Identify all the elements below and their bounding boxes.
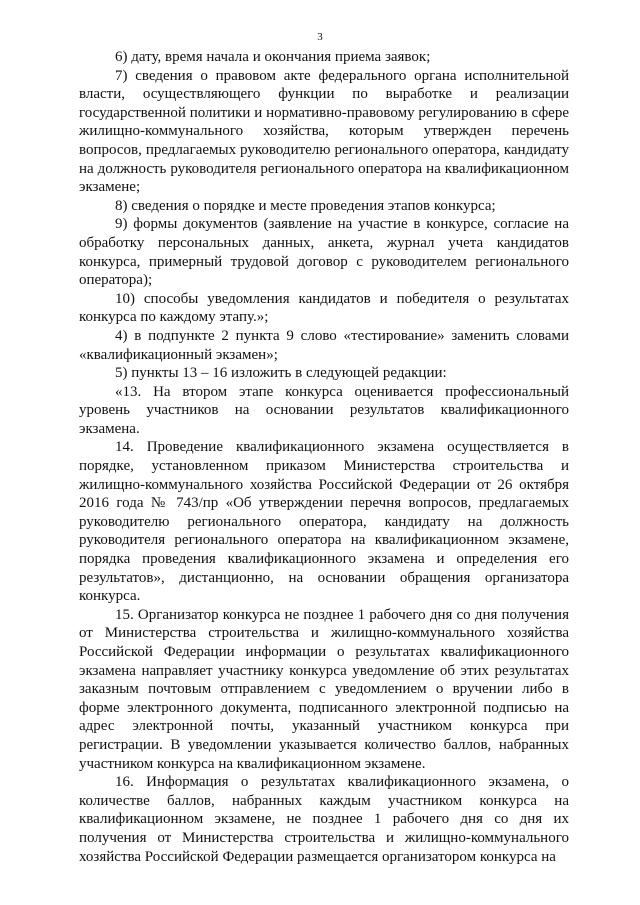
clause-15: 15. Организатор конкурса не позднее 1 рабочего дня со дня получения от Министерства строительства и жилищно-коммунального хозяйства Российской Федерации информации о результатах квалификационного экзамена направляет участнику конкурса уведомление об этих результатах заказным почтовым отправлением с уведомлением о вручении либо в форме электронного документа, подписанного электронной подписью на адрес электронной почты, указанный участником конкурса при регистрации. В уведомлении указывается количество баллов, набранных участником конкурса на квалификационном экзамене.	[79, 606, 569, 772]
list-item-10-notification-methods: 10) способы уведомления кандидатов и победителя о результатах конкурса по каждому этапу.»;	[79, 290, 569, 326]
list-item-9-document-forms: 9) формы документов (заявление на участие в конкурсе, согласие на обработку персональных данных, анкета, журнал учета кандидатов конкурса, примерный трудовой договор с руководителем регионального оператора);	[79, 216, 569, 289]
amendment-5: 5) пункты 13 – 16 изложить в следующей редакции:	[115, 365, 447, 382]
clause-16: 16. Информация о результатах квалификационного экзамена, о количестве баллов, набранных каждым участником конкурса на квалификационном экзамене, не позднее 1 рабочего дня со дня их получения от Министерства строительства и жилищно-коммунального хозяйства Российской Федерации размещается организатором конкурса на	[79, 774, 569, 865]
amendment-4: 4) в подпункте 2 пункта 9 слово «тестирование» заменить словами «квалификационный экзамен»;	[79, 327, 569, 363]
page-number: 3	[317, 31, 323, 43]
clause-14: 14. Проведение квалификационного экзамена осуществляется в порядке, установленном приказом Министерства строительства и жилищно-коммунального хозяйства Российской Федерации от 26 октября 2016 года № 743/пр «Об утверждении перечня вопросов, предлагаемых руководителю регионального оператора, кандидату на должность руководителя регионального оператора на квалификационном экзамене, порядка проведения квалификационного экзамена и определения его результатов», дистанционно, на основании обращения организатора конкурса.	[79, 439, 569, 605]
document-body	[79, 48, 569, 866]
list-item-7-legal-act: 7) сведения о правовом акте федерального органа исполнительной власти, осуществляющего функции по выработке и реализации государственной политики и нормативно-правовому регулированию в сфере жилищно-коммунального хозяйства, которым утвержден перечень вопросов, предлагаемых руководителю регионального оператора, кандидату на должность руководителя регионального оператора на квалификационном экзамене;	[79, 67, 569, 196]
clause-13: «13. На втором этапе конкурса оценивается профессиональный уровень участников на основании результатов квалификационного экзамена.	[79, 383, 569, 437]
list-item-8-stages-info: 8) сведения о порядке и месте проведения этапов конкурса;	[115, 197, 496, 214]
list-item-6-deadline: 6) дату, время начала и окончания приема заявок;	[115, 49, 431, 65]
